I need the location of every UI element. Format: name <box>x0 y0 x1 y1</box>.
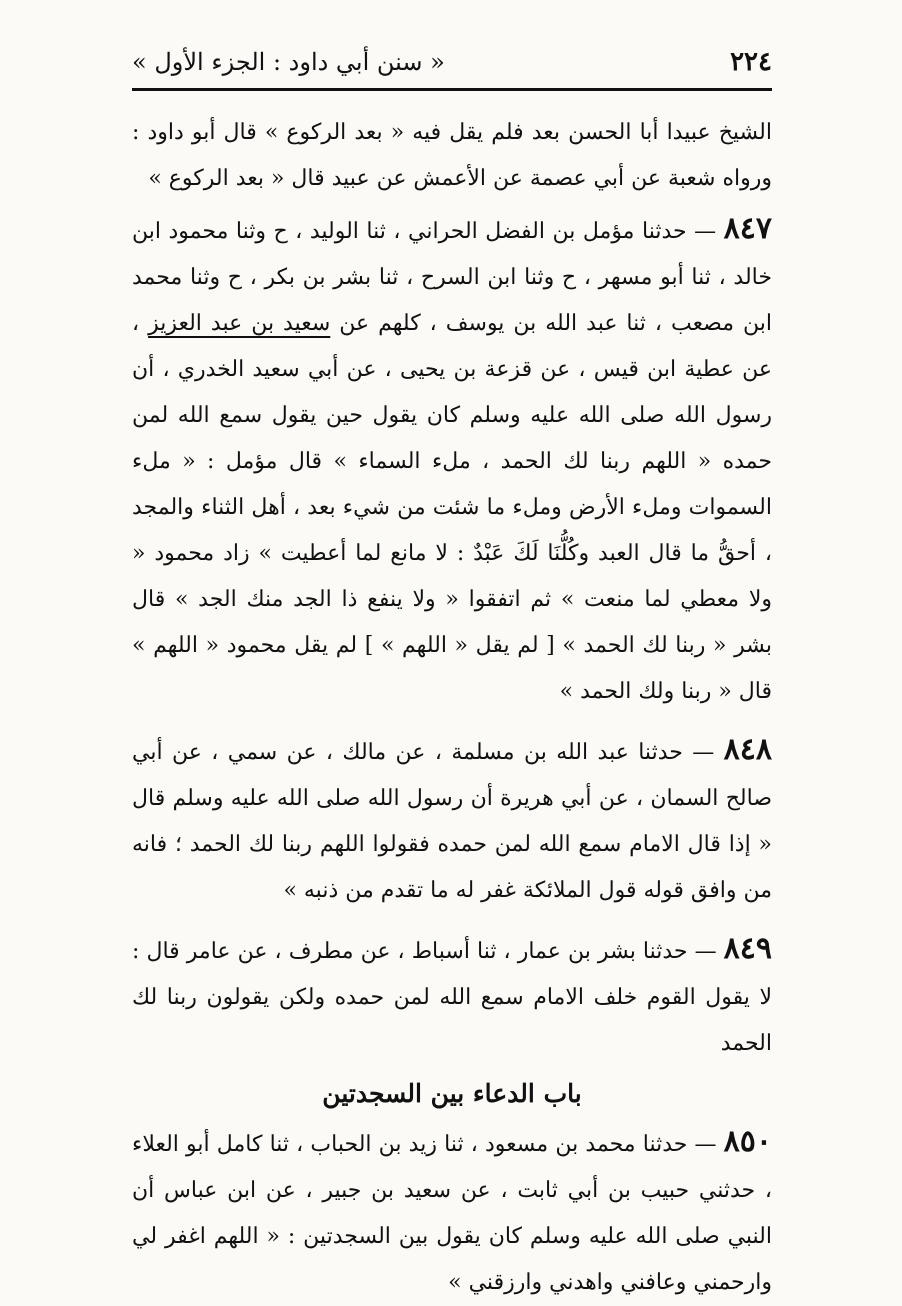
page-body <box>132 110 772 1306</box>
intro-line-1: الشيخ عبيدا أبا الحسن بعد فلم يقل فيه « بعد الركوع » قال أبو داود : ورواه <box>132 120 772 191</box>
running-title: « سنن أبي داود : الجزء الأول » <box>132 48 445 76</box>
hadith-849 <box>132 926 772 1067</box>
hadith-848 <box>132 727 772 914</box>
hadith-number: ٨٤٨ <box>723 732 772 767</box>
hadith-847 <box>132 206 772 715</box>
hadith-text: — حدثنا بشر بن عمار ، ثنا أسباط ، عن مطرف ، عن عامر قال : لا يقول القوم خلف الامام سمع الله لمن حمده ولكن يقولون ربنا لك الحمد <box>132 939 772 1056</box>
intro-paragraph <box>132 110 772 202</box>
chapter-heading: باب الدعاء بين السجدتين <box>322 1079 582 1108</box>
page-number: ٢٢٤ <box>730 47 772 77</box>
hadith-text: — حدثنا محمد بن مسعود ، ثنا زيد بن الحباب ، ثنا كامل أبو العلاء ، حدثني حبيب بن أبي ثابت ، عن سعيد بن جبير ، عن ابن عباس أن النبي صلى الله عليه وسلم كان يقول بين السجدتين : « اللهم اغفر لي وارحمني وعافني واهدني وارزقني » <box>132 1132 772 1295</box>
hadith-850 <box>132 1119 772 1306</box>
page-header <box>132 40 772 84</box>
header-rule <box>132 88 772 91</box>
hadith-number: ٨٤٩ <box>723 931 772 966</box>
hadith-text: — حدثنا عبد الله بن مسلمة ، عن مالك ، عن سمي ، عن أبي صالح السمان ، عن أبي هريرة أن رسول الله صلى الله عليه وسلم قال « إذا قال الامام سمع الله لمن حمده فقولوا اللهم ربنا لك الحمد ؛ فانه من وافق قوله قول الملائكة غفر له ما تقدم من ذنبه » <box>132 740 772 903</box>
underlined-narrator-name: سعيد بن عبد العزيز <box>148 311 331 336</box>
hadith-number: ٨٤٧ <box>723 211 772 246</box>
hadith-number: ٨٥٠ <box>723 1124 772 1159</box>
intro-line-2: شعبة عن أبي عصمة عن الأعمش عن عبيد قال « بعد الركوع » <box>148 166 716 191</box>
hadith-text-part-2: ، عن عطية ابن قيس ، عن قزعة بن يحيى ، عن أبي سعيد الخدري ، أن رسول الله صلى الله عليه وسلم كان يقول حين يقول سمع الله لمن حمده « اللهم ربنا لك الحمد ، ملء السماء » قال مؤمل : « ملء السموات وملء الأرض وملء ما شئت من شيء بعد ، أهل الثناء والمجد ، أحقُّ ما قال العبد وكُلُّنَا لَكَ عَبْدٌ : لا مانع لما أعطيت » زاد محمود « ولا معطي لما منعت » ثم اتفقوا « ولا ينفع ذا الجد منك الجد » قال بشر « ربنا لك الحمد » [ لم يقل « اللهم » ] لم يقل محمود « اللهم » قال « ربنا ولك الحمد » <box>132 311 772 704</box>
hadith-text-part-1: — حدثنا مؤمل بن الفضل الحراني ، ثنا الوليد ، ح وثنا محمود ابن خالد ، ثنا أبو مسهر ، ح وثنا ابن السرح ، ثنا بشر بن بكر ، ح وثنا محمد ابن مصعب ، ثنا عبد الله بن يوسف ، كلهم عن <box>132 219 773 336</box>
